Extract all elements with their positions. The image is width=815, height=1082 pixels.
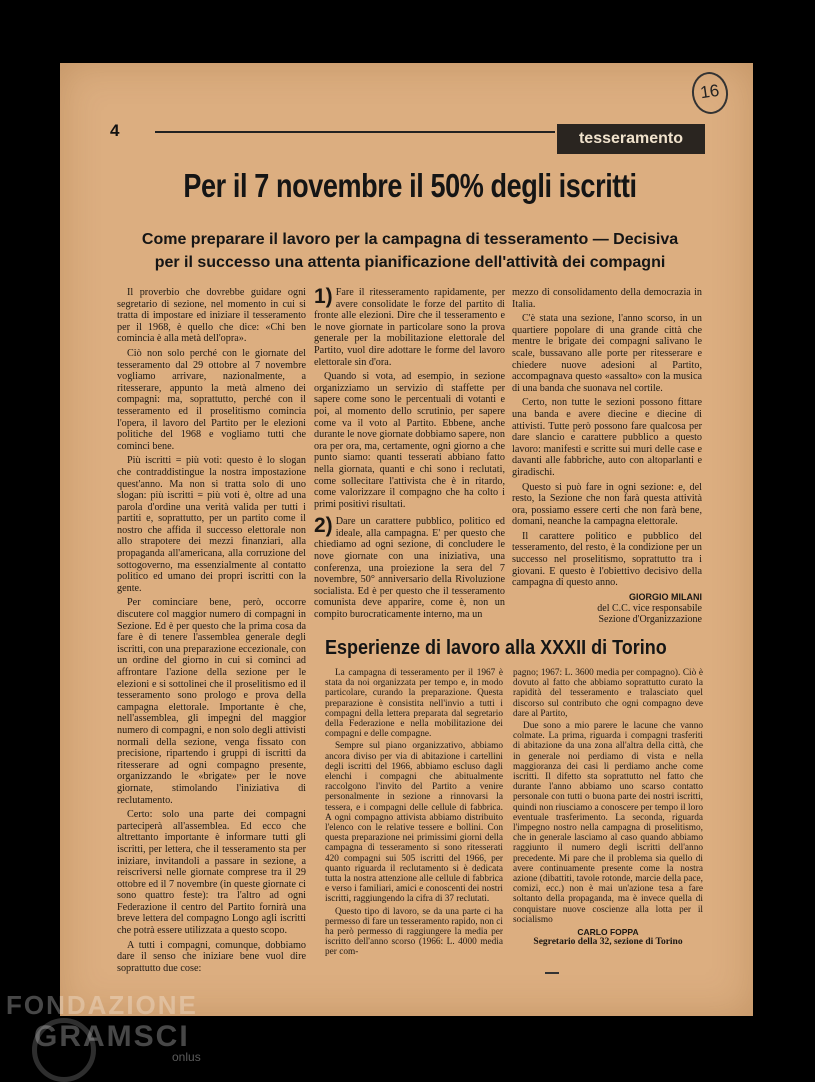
paragraph: mezzo di consolidamento della democrazia in Italia. bbox=[512, 287, 702, 310]
point-2-number: 2) bbox=[314, 514, 333, 538]
paragraph: Questo tipo di lavoro, se da una parte ci ha permesso di fare un tesseramento rapido, non ci ha però permesso di raggiungere la media per iscritto dell'anno scorso (1966: L. 4000 media per com- bbox=[325, 906, 503, 958]
watermark-line-2: GRAMSCI bbox=[34, 1020, 190, 1053]
paragraph: C'è stata una sezione, l'anno scorso, in un quartiere popolare di una grande città che mentre le brigate dei compagni salivano le scale, bussavano alle porte per ritesserare e chiedere nuove adesioni al Partito, accompagnava questo «assalto» con la musica di una banda che suonava nel cortile. bbox=[512, 313, 702, 394]
paragraph: Il proverbio che dovrebbe guidare ogni segretario di sezione, nel momento in cui si tratta di impostare ed iniziare il tesseramento per il 1968, è quello che dice: «Chi ben comincia è alla metà dell'opra». bbox=[117, 287, 306, 345]
subheadline bbox=[100, 228, 720, 274]
page-end-mark bbox=[545, 972, 559, 974]
headline: Per il 7 novembre il 50% degli iscritti bbox=[183, 167, 637, 204]
section-label: tesseramento bbox=[557, 124, 705, 154]
subhead-line-1: Come preparare il lavoro per la campagna di tesseramento — Decisiva bbox=[141, 231, 679, 248]
page-number: 4 bbox=[110, 121, 120, 140]
author-signature: GIORGIO MILANI bbox=[629, 591, 702, 602]
subhead-line-2: per il successo una attenta pianificazione dell'attività dei compagni bbox=[154, 254, 666, 271]
paragraph: Più iscritti = più voti: questo è lo slogan che contraddistingue la nostra impostazione quest'anno. Ma non si tratta solo di uno slogan: più iscritti = più voti è, oltre ad una parola d'ordine una verità valida per tutti i partiti e, soprattutto, per un partito come il nostro che affida il successo elettorale non allo strapotere dei mezzi finanziari, alla propaganda all'americana, alla corruzione del sottogoverno, ma essenzialmente al contatto politico ed umano dei propri iscritti con la gente. bbox=[117, 455, 306, 594]
article1-column-1 bbox=[117, 287, 306, 974]
paragraph: Sempre sul piano organizzativo, abbiamo ancora diviso per via di abitazione i cartellini degli iscritti del 1966, abbiamo escluso dagli elenchi i compagni che abitualmente raccolgono l'invito del Partito a venire personalmente in sezione a rinnovarsi la tessera, e i compagni delle cellule di fabbrica. A ogni compagno attivista abbiamo distribuito l'elenco con le relative tessere e bollini. Con questa preparazione nei primissimi giorni della campagna di tesseramento si sono ritesserati 420 compagni sui 505 iscritti del 1966, per quanto riguarda il reclutamento si è dedicata tutta la nostra attenzione alle cellule di fabbrica e verso i familiari, amici e conoscenti dei nostri iscritti, raggiungendo la cifra di 37 reclutati. bbox=[325, 741, 503, 905]
paragraph: Questo si può fare in ogni sezione: e, del resto, la Sezione che non farà questa attività ora, possiamo essere certi che non farà bene, domani, neanche la campagna elettorale. bbox=[512, 481, 702, 528]
paragraph: Due sono a mio parere le lacune che vanno colmate. La prima, riguarda i compagni trasferiti di abitazione da una zona all'altra della città, che in generale noi perdiamo di vista e nella maggioranza dei casi li perdiamo anche come iscritti. Il difetto sta soprattutto nel fatto che durante l'anno abbiamo uno scarso contatto personale con tutti o buona parte dei nostri iscritti, quindi non riusciamo a conoscere per tempo il loro eventuale trasferimento. La seconda, riguarda l'impegno nostro nella campagna di proselitismo, che in generale lasciamo al caso quando abbiamo raggiunto il numero degli iscritti dell'anno precedente. Mi pare che il problema sia quello di avere continuamente presente come la nostra azione (dibattiti, tavole rotonde, marcie della pace, comizi, ecc.) non è mai un'azione tesa a fare soltanto della propaganda, ma è invece quella di conquistare nuove coscienze alla lotta per il socialismo bbox=[513, 721, 703, 925]
point-1-text: Fare il ritesseramento rapidamente, per avere consolidate le forze del partito di fronte alle elezioni. Dire che il tesseramento e le nove giornate in particolare sono la prova generale per la mobilitazione elettorale del Partito, vuol dire adottare le forme del lavoro elettorale sin d'ora. bbox=[314, 287, 505, 368]
paragraph: Per cominciare bene, però, occorre discutere col maggior numero di compagni in Sezione. Ed è per questo che la prima cosa da fare è di tenere l'assemblea generale degli iscritti, con una preparazione eccezionale, con un ordine del giorno in cui si cominci ad affrontare l'azione della sezione per le elezioni e si sottolinei che il proselitismo ed il tesseramento sono prologo e prova della campagna elettorale. Importante è che, nell'assemblea, gli impegni del maggior numero di compagni, e non solo degli attivisti normali della sezione, venga fissato con precisione, ripartendo i gruppi di iscritti da ritesserare ad ogni compagno presente, organizzando le «brigate» per le nove giornate, stimolando l'iniziativa di reclutamento. bbox=[117, 597, 306, 806]
paragraph: Certo, non tutte le sezioni possono fittare una banda e avere diecine e diecine di attivisti. Tutte però possono fare qualcosa per dare slancio e carattere pubblico a questo lavoro: manifesti e scritte sui muri delle case e davanti alle fabbriche, auto con altoparlanti e giradischi. bbox=[512, 397, 702, 478]
author-department: Sezione d'Organizzazione bbox=[598, 614, 702, 626]
author2-role: Segretario della 32, sezione di Torino bbox=[533, 937, 683, 948]
paragraph: pagno; 1967: L. 3600 media per compagno). Ciò è dovuto al fatto che abbiamo soprattutto curato la rapidità del tesseramento e tralasciato quel discorso sul contributo che ogni compagno deve dare al Partito, bbox=[513, 668, 703, 719]
point-1-number: 1) bbox=[314, 285, 333, 308]
paragraph: A tutti i compagni, comunque, dobbiamo dare il senso che iniziare bene vuol dire soprattutto due cose: bbox=[117, 939, 306, 974]
point-2-text: Dare un carattere pubblico, politico ed ideale, alla campagna. E' per questo che chiediamo ad ogni sezione, di concludere le nove giornate con una iniziativa, una conferenza, una proiezione la sera del 7 novembre, 50° anniversario della Rivoluzione socialista. Ed è per questo che il tesseramento comunista deve apparire, come è, non un compito burocraticamente interno, ma un bbox=[314, 516, 505, 621]
article1-column-2 bbox=[314, 287, 505, 633]
paragraph: La campagna di tesseramento per il 1967 è stata da noi organizzata per tempo e, in modo particolare, curando la preparazione. Questa preparazione è consistita nell'invio a tutti i compagni della lettera preparata dal segretario della Federazione e nella mobilitazione dei compagni e delle compagne. bbox=[325, 668, 503, 740]
watermark-line-3: onlus bbox=[172, 1050, 201, 1064]
point-2 bbox=[314, 516, 505, 620]
point-1 bbox=[314, 287, 505, 368]
paragraph: Quando si vota, ad esempio, in sezione organizziamo un servizio di staffette per sapere come sono le percentuali di votanti e poi, al momento dello scrutinio, per sapere come va il voto al Partito. Ebbene, anche durante le nove giornate dobbiamo sapere, non ora per ora, ma, certamente, ogni giorno a che punto siamo: quanti tesserati abbiano fatto nella giornata, quanti e chi sono i reclutati, come sollecitare l'attivista che è in ritardo, come valorizzare il compagno che ha colto i primi positivi risultati. bbox=[314, 371, 505, 510]
paragraph: Ciò non solo perché con le giornate del tesseramento dal 29 ottobre al 7 novembre vogliamo arrivare, nazionalmente, a ritesserare, appunto la metà almeno dei compagni: ma, soprattutto, perché con il tesseramento ed il proselitismo comincia l'opera, il lavoro del Partito per le elezioni politiche del 1968 e vogliamo tutti che cominci bene. bbox=[117, 347, 306, 452]
article1-column-3 bbox=[512, 287, 702, 633]
article2-title: Esperienze di lavoro alla XXXII di Torino bbox=[325, 637, 667, 659]
author-role: del C.C. vice responsabile bbox=[597, 603, 702, 615]
article2-column-2 bbox=[513, 668, 703, 948]
watermark-line-1: FONDAZIONE bbox=[6, 990, 198, 1020]
author2-signature: CARLO FOPPA bbox=[577, 927, 639, 938]
header-rule bbox=[155, 131, 555, 133]
paragraph: Il carattere politico e pubblico del tesseramento, del resto, è la condizione per un successo nel proselitismo, soprattutto tra i giovani. E questo è l'obiettivo decisivo della campagna di questo anno. bbox=[512, 530, 702, 589]
paragraph: Certo: solo una parte dei compagni parteciperà all'assemblea. Ed ecco che altrettanto importante è informare tutti gli iscritti, per lettera, che il tesseramento sta per iniziare, invitandoli a passare in sezione, a reiscriversi nelle giornate comprese tra il 29 ottobre ed il 7 novembre (in queste giornate ci sono quattro feste): tra l'altro ad ogni Federazione il centro del Partito fornirà una breve lettera del compagno Longo agli iscritti che potrà essere utilizzata a questo scopo. bbox=[117, 809, 306, 937]
article2-column-1 bbox=[325, 668, 503, 958]
handwritten-page-mark: 16 bbox=[689, 70, 730, 117]
